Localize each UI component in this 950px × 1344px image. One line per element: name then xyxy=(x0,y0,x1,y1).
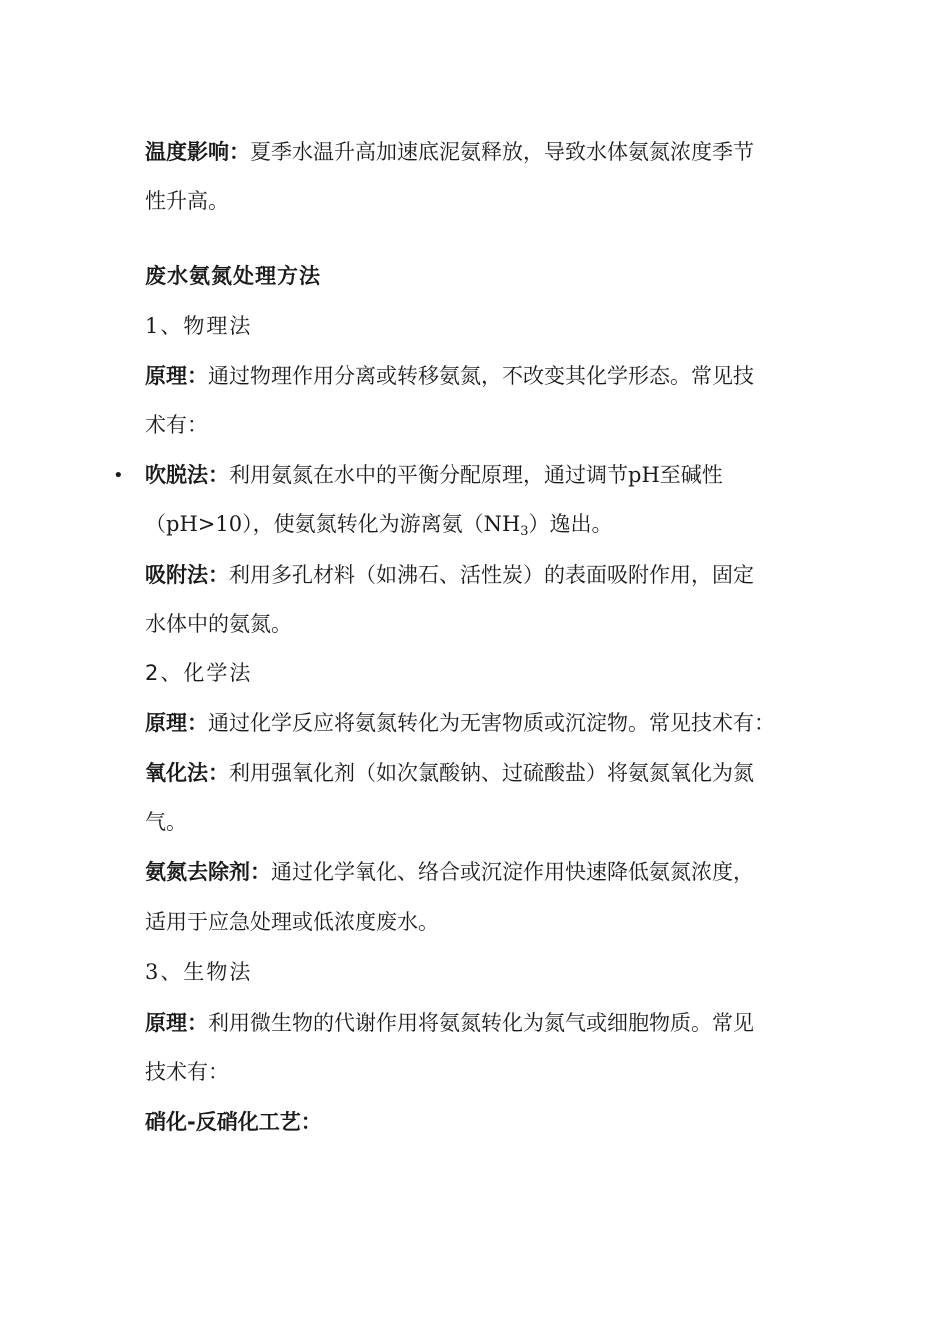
physical-principle-label: 原理： xyxy=(145,364,208,388)
biological-method-heading: 3、生物法 xyxy=(145,960,253,984)
biological-principle-text-2: 技术有： xyxy=(145,1060,229,1084)
adsorption-line2 xyxy=(145,610,292,638)
temperature-text-1: 夏季水温升高加速底泥氨释放，导致水体氨氮浓度季节 xyxy=(250,140,754,164)
temperature-paragraph-line2 xyxy=(145,187,229,215)
oxidation-text-2: 气。 xyxy=(145,810,187,834)
oxidation-text-1: 利用强氧化剂（如次氯酸钠、过硫酸盐）将氨氮氧化为氮 xyxy=(229,761,754,785)
physical-principle-line2 xyxy=(145,411,208,439)
stripping-line1 xyxy=(145,461,723,489)
physical-method-heading: 1、物理法 xyxy=(145,314,253,338)
remover-label: 氨氮去除剂： xyxy=(145,860,271,884)
biological-principle-line2 xyxy=(145,1058,229,1086)
temperature-paragraph-line1 xyxy=(145,138,754,166)
chemical-principle-text-1: 通过化学反应将氨氮转化为无害物质或沉淀物。常见技术有： xyxy=(208,711,775,735)
remover-text-2: 适用于应急处理或低浓度废水。 xyxy=(145,910,439,934)
biological-principle-text-1: 利用微生物的代谢作用将氨氮转化为氮气或细胞物质。常见 xyxy=(208,1011,754,1035)
biological-principle-line1 xyxy=(145,1009,754,1037)
oxidation-line1 xyxy=(145,759,754,787)
stripping-text-2b: ）逸出。 xyxy=(528,512,613,536)
physical-principle-text-2: 术有： xyxy=(145,413,208,437)
adsorption-text-1: 利用多孔材料（如沸石、活性炭）的表面吸附作用，固定 xyxy=(229,563,754,587)
nitrification-label: 硝化-反硝化工艺： xyxy=(145,1110,322,1134)
chemical-principle-line1 xyxy=(145,709,775,737)
physical-principle-text-1: 通过物理作用分离或转移氨氮，不改变其化学形态。常见技 xyxy=(208,364,754,388)
remover-line2 xyxy=(145,908,439,936)
stripping-subscript: 3 xyxy=(520,524,529,539)
remover-line1 xyxy=(145,858,754,886)
temperature-text-2: 性升高。 xyxy=(145,189,229,213)
adsorption-line1 xyxy=(145,561,754,589)
stripping-line2 xyxy=(145,510,613,538)
section-title: 废水氨氮处理方法 xyxy=(145,264,321,288)
adsorption-label: 吸附法： xyxy=(145,563,229,587)
adsorption-text-2: 水体中的氨氮。 xyxy=(145,612,292,636)
stripping-text-1: 利用氨氮在水中的平衡分配原理，通过调节pH至碱性 xyxy=(229,463,723,487)
oxidation-line2 xyxy=(145,808,187,836)
temperature-label: 温度影响： xyxy=(145,140,250,164)
biological-principle-label: 原理： xyxy=(145,1011,208,1035)
remover-text-1: 通过化学氧化、络合或沉淀作用快速降低氨氮浓度， xyxy=(271,860,754,884)
physical-principle-line1 xyxy=(145,362,754,390)
oxidation-label: 氧化法： xyxy=(145,761,229,785)
chemical-method-heading: 2、化学法 xyxy=(145,661,253,685)
bullet-marker: • xyxy=(113,465,124,486)
chemical-principle-label: 原理： xyxy=(145,711,208,735)
stripping-label: 吹脱法： xyxy=(145,463,229,487)
stripping-text-2a: （pH>10），使氨氮转化为游离氨（NH xyxy=(145,512,521,536)
